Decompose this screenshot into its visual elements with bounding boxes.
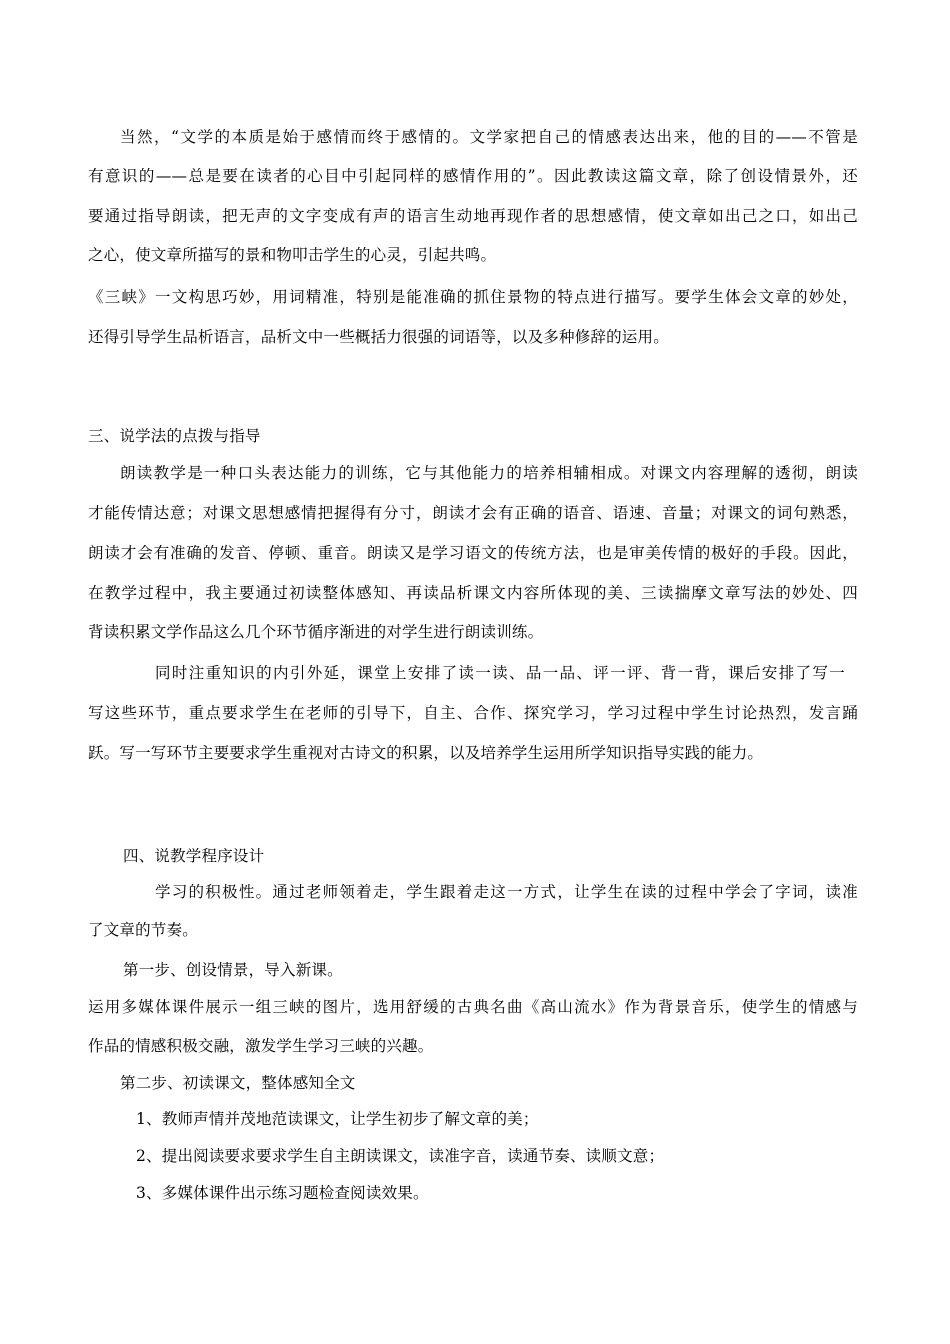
paragraph-1-line-2: 有意识的——总是要在读者的心目中引起同样的感情作用的”。因此教读这篇文章，除了创设情景外，还 bbox=[88, 167, 858, 185]
paragraph-4-line-2: 写这些环节，重点要求学生在老师的引导下，自主、合作、探究学习，学习过程中学生讨论热烈，发言踊 bbox=[88, 704, 858, 722]
paragraph-1-line-3: 要通过指导朗读，把无声的文字变成有声的语言生动地再现作者的思想感情，使文章如出己之口，如出己 bbox=[88, 207, 858, 225]
paragraph-2-line-1: 《三峡》一文构思巧妙，用词精准，特别是能准确的抓住景物的特点进行描写。要学生体会文章的妙处， bbox=[88, 288, 858, 306]
paragraph-3-line-1: 朗读教学是一种口头表达能力的训练，它与其他能力的培养相辅相成。对课文内容理解的透彻，朗读 bbox=[120, 464, 858, 482]
paragraph-4-line-3: 跃。写一写环节主要要求学生重视对古诗文的积累，以及培养学生运用所学知识指导实践的能力。 bbox=[88, 744, 764, 762]
paragraph-3-line-3: 朗读才会有准确的发音、停顿、重音。朗读又是学习语文的传统方法，也是审美传情的极好的手段。因此， bbox=[88, 544, 858, 562]
paragraph-6-line-1: 运用多媒体课件展示一组三峡的图片，选用舒缓的古典名曲《高山流水》作为背景音乐，使学生的情感与 bbox=[88, 998, 858, 1016]
paragraph-4-line-1: 同时注重知识的内引外延，课堂上安排了读一读、品一品、评一评、背一背，课后安排了写一 bbox=[155, 664, 845, 682]
section-4-heading: 四、说教学程序设计 bbox=[123, 847, 265, 865]
step-2-item-3: 3、多媒体课件出示练习题检查阅读效果。 bbox=[136, 1184, 429, 1202]
paragraph-1-line-1: 当然，“文学的本质是始于感情而终于感情的。文学家把自己的情感表达出来，他的目的——不管是 bbox=[120, 128, 858, 146]
section-3-heading: 三、说学法的点拨与指导 bbox=[88, 427, 261, 445]
paragraph-5-line-1: 学习的积极性。通过老师领着走，学生跟着走这一方式，让学生在读的过程中学会了字词，读准 bbox=[155, 883, 858, 901]
paragraph-5-line-2: 了文章的节奏。 bbox=[88, 921, 198, 939]
step-2-item-1: 1、教师声情并茂地范读课文，让学生初步了解文章的美； bbox=[136, 1110, 539, 1128]
paragraph-1-line-4: 之心，使文章所描写的景和物叩击学生的心灵，引起共鸣。 bbox=[88, 246, 497, 264]
step-2-item-2: 2、提出阅读要求要求学生自主朗读课文，读准字音，读通节奏、读顺文意； bbox=[136, 1147, 665, 1165]
step-1-heading: 第一步、创设情景，导入新课。 bbox=[123, 961, 343, 979]
paragraph-3-line-5: 背读积累文学作品这么几个环节循序渐进的对学生进行朗读训练。 bbox=[88, 623, 544, 641]
paragraph-2-line-2: 还得引导学生品析语言，品析文中一些概括力很强的词语等，以及多种修辞的运用。 bbox=[88, 328, 669, 346]
paragraph-3-line-2: 才能传情达意；对课文思想感情把握得有分寸，朗读才会有正确的语音、语速、音量；对课文的词句熟悉， bbox=[88, 504, 858, 522]
step-2-heading: 第二步、初读课文，整体感知全文 bbox=[120, 1074, 356, 1092]
paragraph-3-line-4: 在教学过程中，我主要通过初读整体感知、再读品析课文内容所体现的美、三读揣摩文章写法的妙处、四 bbox=[88, 584, 858, 602]
paragraph-6-line-2: 作品的情感积极交融，激发学生学习三峡的兴趣。 bbox=[88, 1037, 434, 1055]
